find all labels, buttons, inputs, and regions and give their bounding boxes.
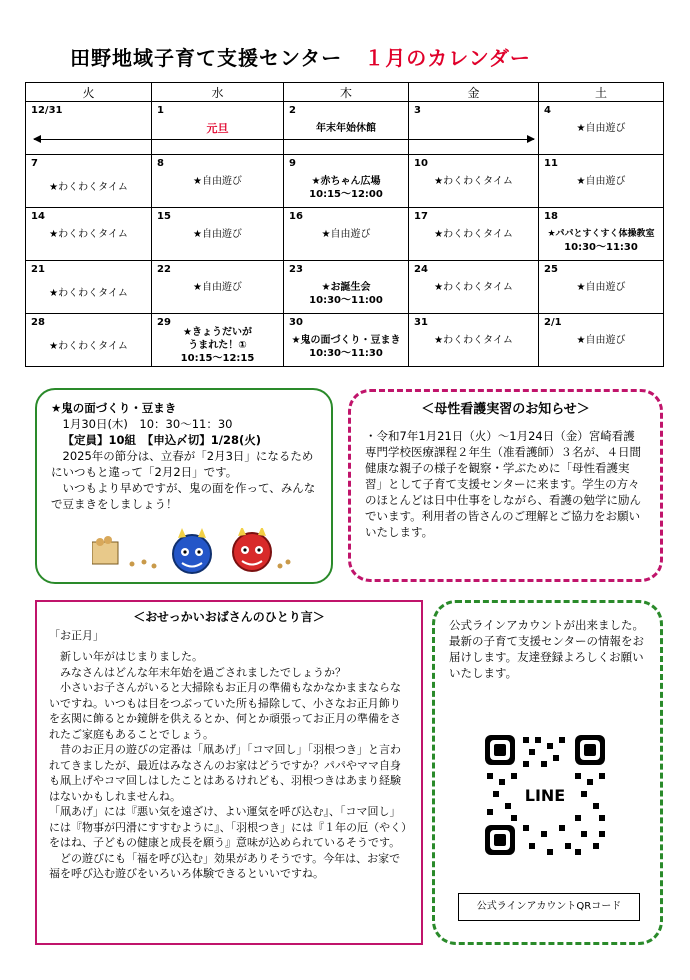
day-event: ★赤ちゃん広場 10:15～12:00 xyxy=(309,176,383,200)
calendar-day xyxy=(152,155,284,208)
day-event: ★お誕生会 10:30～11:00 xyxy=(309,282,383,306)
red-oni-icon xyxy=(233,528,271,571)
calendar-day xyxy=(152,208,284,261)
calendar-table xyxy=(25,82,664,367)
line-account-text: 公式ラインアカウントが出来ました。最新の子育て支援センターの情報をお届けします。友達登録よろしくお願いいたします。 xyxy=(449,618,645,680)
day-number: 9 xyxy=(289,158,296,169)
day-number: 11 xyxy=(544,158,558,169)
nursing-heading: ＜母性看護実習のお知らせ＞ xyxy=(421,402,590,417)
calendar-day xyxy=(284,102,409,155)
beans-icon xyxy=(130,560,157,569)
day-event: ★自由遊び xyxy=(193,176,242,187)
column-box xyxy=(35,600,423,945)
calendar-day xyxy=(284,261,409,314)
column-paragraph: どの遊びにも「福を呼び込む」効果がありそうです。今年は、お家で福を呼び込む遊びをいろいろ体験できるといいですね。 xyxy=(49,851,401,880)
column-paragraph: 小さいお子さんがいると大掃除もお正月の準備もなかなかままならないですね。いつもは目をつぶっていた所も掃除して、小さなお正月飾りを玄関に飾るとか鏡餅を供えるとか、何とか頑張ってお正月の準備をされたご家庭もあることでしょう。 xyxy=(49,681,401,741)
day-number: 16 xyxy=(289,211,303,222)
calendar-day xyxy=(409,314,539,367)
column-paragraph: 「凧あげ」には『悪い気を遠ざけ、よい運気を呼び込む』、「コマ回し」には『物事が円滑にすすむように』、「羽根つき」には『１年の厄（やく）をはね、子どもの健康と成長を願う』意味が込められているそうです。 xyxy=(49,805,407,849)
day-event: ★わくわくタイム xyxy=(49,341,128,352)
calendar-week xyxy=(26,261,664,314)
day-number: 29 xyxy=(157,317,171,328)
line-account-box xyxy=(432,600,663,945)
day-number: 8 xyxy=(157,158,164,169)
calendar-day xyxy=(26,102,152,155)
day-event: 年末年始休館 xyxy=(316,123,376,134)
weekday-fri: 金 xyxy=(409,83,539,102)
oni-event-box xyxy=(35,388,333,584)
calendar-day xyxy=(284,155,409,208)
day-event: ★わくわくタイム xyxy=(434,176,513,187)
calendar-week xyxy=(26,208,664,261)
calendar-day xyxy=(409,102,539,155)
day-event: ★わくわくタイム xyxy=(434,335,513,346)
oni-heading: ★鬼の面づくり・豆まき xyxy=(51,401,177,415)
calendar-day xyxy=(26,314,152,367)
day-number: 12/31 xyxy=(31,105,63,116)
nursing-practice-box xyxy=(348,389,663,582)
day-event: ★パパとすくすく体操教室 10:30～11:30 xyxy=(547,229,655,253)
oni-note: 2025年の節分は、立春が「2月3日」になるためにいつもと違って「2月2日」です。 xyxy=(51,449,314,479)
month-title: １月のカレンダー xyxy=(364,46,531,70)
day-event: ★きょうだいが うまれた！① 10:15～12:15 xyxy=(180,327,255,364)
blue-oni-icon xyxy=(173,528,211,573)
calendar-week xyxy=(26,314,664,367)
day-event: ★わくわくタイム xyxy=(49,288,128,299)
calendar-day xyxy=(152,102,284,155)
calendar-day xyxy=(539,208,664,261)
calendar-day xyxy=(284,314,409,367)
day-number: 25 xyxy=(544,264,558,275)
calendar-day xyxy=(539,155,664,208)
day-number: 30 xyxy=(289,317,303,328)
day-event: ★わくわくタイム xyxy=(434,282,513,293)
calendar-day xyxy=(284,208,409,261)
qr-caption: 公式ラインアカウントQRコード xyxy=(458,893,640,921)
column-paragraph: みなさんはどんな年末年始を過ごされましたでしょうか？ xyxy=(60,665,346,679)
day-event: ★自由遊び xyxy=(576,123,626,134)
day-event: ★わくわくタイム xyxy=(434,229,513,240)
oni-capacity: 【定員】10組 【申込〆切】1/28(火) xyxy=(62,433,261,447)
calendar-week xyxy=(26,155,664,208)
day-number: 15 xyxy=(157,211,171,222)
nursing-body: ・令和7年1月21日（火）～1月24日（金）宮崎看護専門学校医療課程２年生（准看護師）３名が、４日間健康な親子の様子を観察・学ぶために「母性看護実習」として子育て支援センターに来ます。学生の方々のほとんどは日中仕事をしながら、看護の勉学に励んでいます。利用者の皆さんのご理解とご協力をお願いいたします。 xyxy=(365,429,641,539)
day-event: ★自由遊び xyxy=(321,229,371,240)
oni-illustration xyxy=(92,528,292,576)
day-event: ★鬼の面づくり・豆まき 10:30～11:30 xyxy=(291,335,401,359)
weekday-header-row xyxy=(26,83,664,102)
calendar-day xyxy=(409,261,539,314)
calendar-day xyxy=(409,208,539,261)
day-number: 23 xyxy=(289,264,303,275)
weekday-wed: 水 xyxy=(152,83,284,102)
calendar-day xyxy=(539,261,664,314)
calendar-day xyxy=(26,155,152,208)
calendar-day xyxy=(409,155,539,208)
calendar-day xyxy=(152,261,284,314)
day-number: 31 xyxy=(414,317,428,328)
day-event: ★自由遊び xyxy=(576,335,626,346)
beans-icon xyxy=(278,560,291,569)
day-event: ★自由遊び xyxy=(193,229,242,240)
weekday-sat: 土 xyxy=(539,83,664,102)
calendar-day xyxy=(152,314,284,367)
column-heading: ＜おせっかいおばさんのひとり言＞ xyxy=(133,610,325,624)
day-event: ★わくわくタイム xyxy=(49,182,128,193)
day-event: ★自由遊び xyxy=(193,282,242,293)
day-number: 18 xyxy=(544,211,558,222)
day-number: 21 xyxy=(31,264,45,275)
day-number: 2/1 xyxy=(544,317,562,328)
day-number: 7 xyxy=(31,158,38,169)
page-title xyxy=(70,42,531,71)
center-name: 田野地域子育て支援センター xyxy=(70,46,343,70)
qr-line-label: LINE xyxy=(524,786,566,805)
bean-box-icon xyxy=(92,536,118,564)
day-number: 2 xyxy=(289,105,296,116)
calendar-day xyxy=(539,102,664,155)
day-event: 元旦 xyxy=(206,122,229,135)
day-event: ★自由遊び xyxy=(576,176,626,187)
oni-date: 1月30日(木) 10：30～11：30 xyxy=(62,417,233,431)
weekday-tue: 火 xyxy=(26,83,152,102)
weekday-thu: 木 xyxy=(284,83,409,102)
column-paragraph: 昔のお正月の遊びの定番は「凧あげ」「コマ回し」「羽根つき」と言われてきましたが、最近はみなさんのお家はどうですか？パパやママ自身も凧上げやコマ回しはしたことはあるけれども、羽根つきはあまり経験はないかもしれませんね。 xyxy=(49,743,401,803)
calendar-day xyxy=(539,314,664,367)
day-number: 17 xyxy=(414,211,428,222)
day-number: 24 xyxy=(414,264,428,275)
day-number: 10 xyxy=(414,158,428,169)
day-event: ★自由遊び xyxy=(576,282,626,293)
qr-code-icon[interactable] xyxy=(483,733,607,857)
day-number: 3 xyxy=(414,105,421,116)
day-number: 28 xyxy=(31,317,45,328)
day-number: 1 xyxy=(157,105,164,116)
day-event: ★わくわくタイム xyxy=(49,229,128,240)
calendar-week xyxy=(26,102,664,155)
day-number: 4 xyxy=(544,105,551,116)
column-paragraph: 新しい年がはじまりました。 xyxy=(60,650,203,663)
day-number: 22 xyxy=(157,264,171,275)
calendar-day xyxy=(26,261,152,314)
column-subtitle: 「お正月」 xyxy=(49,628,104,642)
calendar-day xyxy=(26,208,152,261)
oni-invite: いつもより早めですが、鬼の面を作って、みんなで豆まきをしましょう！ xyxy=(51,481,316,511)
day-number: 14 xyxy=(31,211,45,222)
